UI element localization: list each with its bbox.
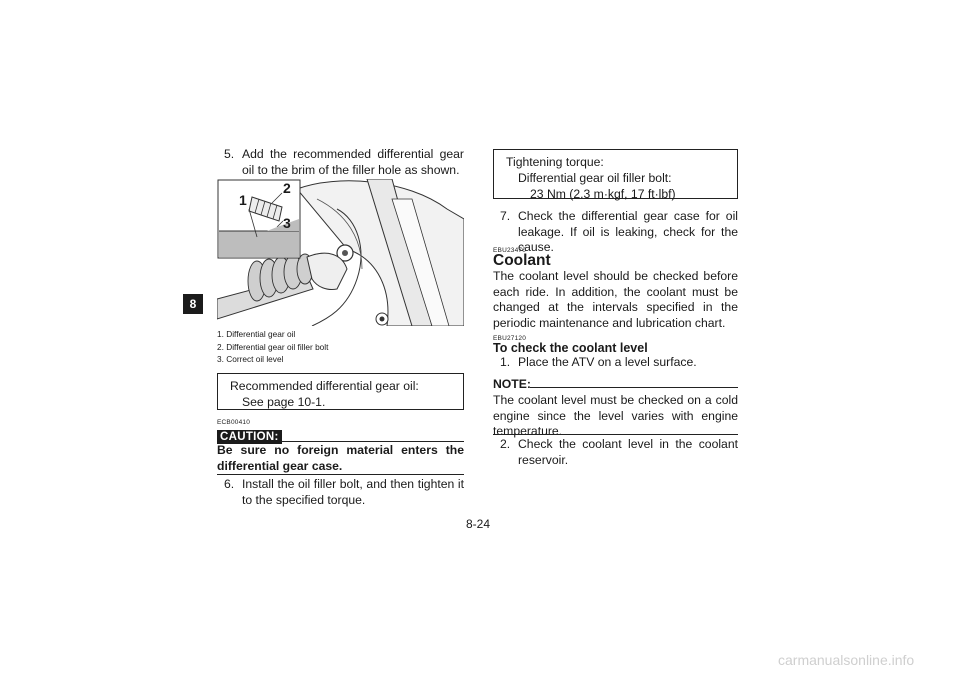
differential-illustration xyxy=(217,179,464,326)
step-text: Place the ATV on a level surface. xyxy=(518,355,697,369)
step-number: 1. xyxy=(500,355,511,369)
step-text: Install the oil filler bolt, and then tighten it to the specified torque. xyxy=(242,477,464,507)
page-number: 8-24 xyxy=(466,517,491,531)
step-6 xyxy=(224,477,464,508)
caution-rule-top xyxy=(280,441,464,442)
note-rule-top xyxy=(530,387,738,388)
step-number: 7. xyxy=(500,209,511,223)
caption-1: 1. Differential gear oil xyxy=(217,329,296,339)
callout-3: 3 xyxy=(283,215,291,231)
caution-rule-bottom xyxy=(217,474,464,475)
caution-text: Be sure no foreign material enters the differential gear case. xyxy=(217,443,464,473)
differential-figure xyxy=(217,179,464,326)
watermark: carmanualsonline.info xyxy=(778,652,915,668)
coolant-code: EBU23470 xyxy=(493,247,527,254)
callout-1: 1 xyxy=(239,192,247,208)
step-number: 6. xyxy=(224,477,235,491)
step-text: Add the recommended differential gear oil to the brim of the filler hole as shown. xyxy=(242,147,464,177)
step-number: 2. xyxy=(500,437,511,451)
check-coolant-code: EBU27120 xyxy=(493,335,527,342)
caption-2: 2. Differential gear oil filler bolt xyxy=(217,341,329,352)
recommended-oil-value: See page 10-1. xyxy=(242,395,326,409)
step-7 xyxy=(500,209,738,256)
torque-part: Differential gear oil filler bolt: xyxy=(518,171,672,185)
caution-badge: CAUTION: xyxy=(217,430,282,444)
step-1 xyxy=(500,355,738,371)
chapter-tab xyxy=(183,294,203,314)
step-text: Check the coolant level in the coolant reservoir. xyxy=(518,437,738,467)
callout-2: 2 xyxy=(283,180,291,196)
tightening-torque-box xyxy=(493,149,738,199)
step-2 xyxy=(500,437,738,468)
figure-captions xyxy=(217,328,464,366)
check-coolant-heading: To check the coolant level xyxy=(493,341,648,355)
step-5 xyxy=(224,147,464,178)
recommended-oil-label: Recommended differential gear oil: xyxy=(230,379,419,393)
coolant-paragraph: The coolant level should be checked before each ride. In addition, the coolant must be changed at the intervals specified in the periodic maintenance and lubrication chart. xyxy=(493,269,738,330)
torque-label: Tightening torque: xyxy=(506,155,604,169)
step-text: Check the differential gear case for oil leakage. If oil is leaking, check for the cause. xyxy=(518,209,738,254)
note-rule-bottom xyxy=(493,434,738,435)
caption-3: 3. Correct oil level xyxy=(217,354,284,364)
note-text: The coolant level must be checked on a cold engine since the level varies with engine temperature. xyxy=(493,393,738,438)
torque-value: 23 Nm (2.3 m·kgf, 17 ft·lbf) xyxy=(530,187,676,201)
step-number: 5. xyxy=(224,147,235,161)
coolant-heading: Coolant xyxy=(493,252,551,269)
caution-code: ECB00410 xyxy=(217,419,251,426)
note-label: NOTE: xyxy=(493,377,531,391)
recommended-oil-box xyxy=(217,373,464,410)
chapter-tab-label: 8 xyxy=(189,297,197,311)
